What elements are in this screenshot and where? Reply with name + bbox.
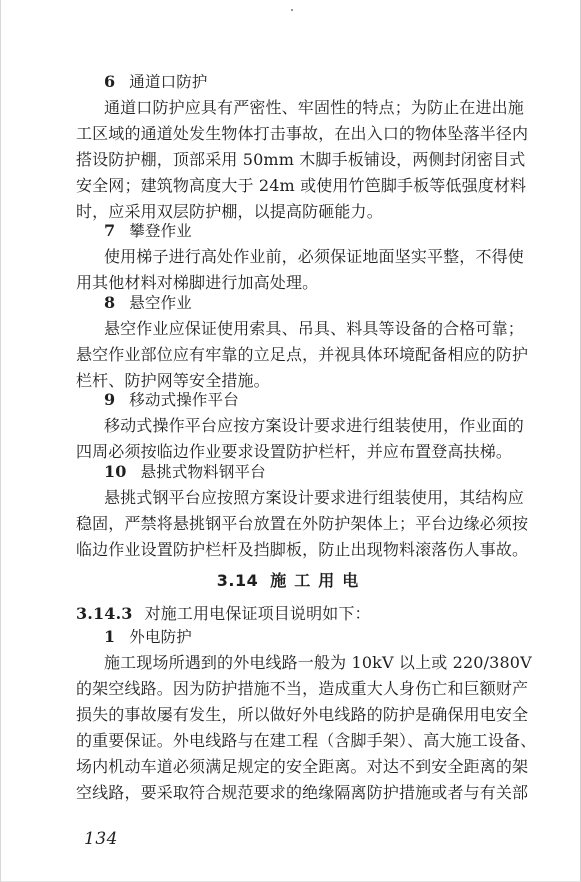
section-number: 10 <box>104 462 127 481</box>
section-title: 攀登作业 <box>129 222 192 240</box>
section-number: 7 <box>104 221 116 240</box>
page-number: 134 <box>84 829 118 849</box>
chapter-heading <box>1 568 581 591</box>
paragraph-line: 搭设防护棚，顶部采用 50mm 木脚手板铺设，两侧封闭密目式 <box>76 150 526 169</box>
section-number: 8 <box>104 293 116 312</box>
paragraph-line: 损失的事故屡有发生，所以做好外电线路的防护是确保用电安全 <box>76 705 529 724</box>
paragraph-line: 通道口防护应具有严密性、牢固性的特点；为防止在进出施 <box>104 98 524 117</box>
section-title: 通道口防护 <box>129 73 208 91</box>
paragraph-line: 用其他材料对梯脚进行加高处理。 <box>76 273 319 292</box>
paragraph-line: 悬空作业部位应有牢靠的立足点，并视具体环境配备相应的防护 <box>76 345 529 364</box>
paragraph-line: 施工现场所遇到的外电线路一般为 10kV 以上或 220/380V <box>104 653 532 672</box>
paragraph-line: 临边作业设置防护栏杆及挡脚板，防止出现物料滚落伤人事故。 <box>76 540 529 559</box>
paragraph-line: 四周必须按临边作业要求设置防护栏杆，并应布置登高扶梯。 <box>76 442 513 461</box>
paragraph-line: 的重要保证。外电线路与在建工程（含脚手架）、高大施工设备、 <box>76 731 537 750</box>
section-heading-10 <box>104 461 266 483</box>
sub-item-heading <box>104 626 192 648</box>
clause-text: 对施工用电保证项目说明如下： <box>144 604 371 623</box>
section-heading-6 <box>104 71 208 93</box>
paragraph-line: 的架空线路。因为防护措施不当，造成重大人身伤亡和巨额财产 <box>76 679 529 698</box>
scan-mark <box>291 9 293 11</box>
section-title: 悬挑式物料钢平台 <box>140 463 266 481</box>
chapter-number: 3.14 <box>216 571 259 590</box>
section-title: 移动式操作平台 <box>129 391 239 409</box>
paragraph-line: 空线路，要采取符合规范要求的绝缘隔离防护措施或者与有关部 <box>76 783 529 802</box>
chapter-title: 施工用电 <box>270 571 367 590</box>
paragraph-line: 安全网；建筑物高度大于 24m 或使用竹笆脚手板等低强度材料 <box>76 176 527 195</box>
clause-line <box>76 603 371 625</box>
paragraph-line: 悬挑式钢平台应按照方案设计要求进行组装使用，其结构应 <box>104 488 524 507</box>
section-heading-9 <box>104 389 239 411</box>
section-number: 6 <box>104 72 116 91</box>
section-heading-8 <box>104 292 192 314</box>
paragraph-line: 工区域的通道处发生物体打击事故，在出入口的物体坠落半径内 <box>76 124 529 143</box>
paragraph-line: 移动式操作平台应按方案设计要求进行组装使用，作业面的 <box>104 416 524 435</box>
paragraph-line: 场内机动车道必须满足规定的安全距离。对达不到安全距离的架 <box>76 757 529 776</box>
paragraph-line: 稳固，严禁将悬挑钢平台放置在外防护架体上；平台边缘必须按 <box>76 514 529 533</box>
paragraph-line: 时，应采用双层防护棚，以提高防砸能力。 <box>76 202 383 221</box>
clause-number: 3.14.3 <box>76 604 133 623</box>
paragraph-line: 悬空作业应保证使用索具、吊具、料具等设备的合格可靠； <box>104 319 524 338</box>
sub-item-number: 1 <box>104 627 116 646</box>
sub-item-title: 外电防护 <box>129 628 192 646</box>
section-heading-7 <box>104 220 192 242</box>
paragraph-line: 使用梯子进行高处作业前，必须保证地面坚实平整，不得使 <box>104 247 524 266</box>
paragraph-line: 栏杆、防护网等安全措施。 <box>76 371 270 390</box>
section-title: 悬空作业 <box>129 294 192 312</box>
section-number: 9 <box>104 390 116 409</box>
